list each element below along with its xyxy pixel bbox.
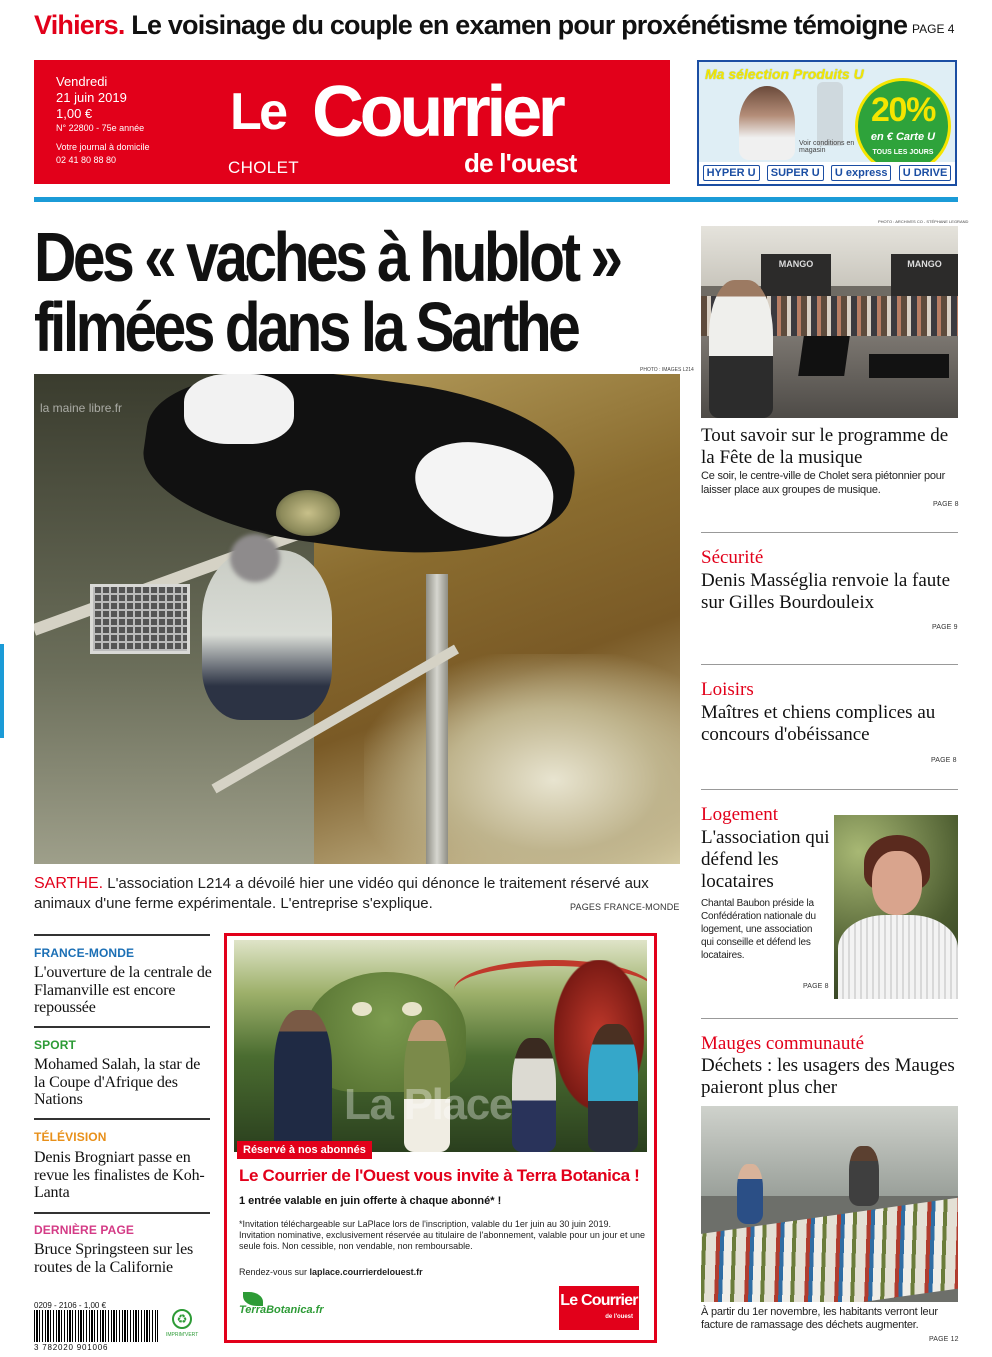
fete-photo-shop: MANGO — [761, 254, 831, 302]
main-caption-label: SARTHE. — [34, 875, 104, 892]
derniere-page-title[interactable]: Bruce Springsteen sur les routes de la Californie — [34, 1241, 194, 1276]
logement-body: Chantal Baubon préside la Confédération nationale du logement, une association qui conseille et défend les locataires. — [701, 898, 816, 961]
mauges-photo-worker — [737, 1164, 763, 1224]
promo-badge: Réservé à nos abonnés — [237, 1141, 372, 1159]
promo-logo-sub: de l'ouest — [605, 1314, 633, 1320]
fete-photo-music-stand — [798, 336, 850, 376]
masthead-issue: N° 22800 - 75e année — [56, 123, 145, 133]
mauges-page: PAGE 12 — [929, 1336, 959, 1343]
promo-photo-monster-eye — [352, 1002, 372, 1016]
derniere-page-kicker: DERNIÈRE PAGE — [34, 1223, 135, 1237]
top-page-ref: PAGE 4 — [912, 22, 955, 36]
promo-photo-monster-eye — [402, 1002, 422, 1016]
promo-box[interactable] — [224, 933, 657, 1343]
fete-title[interactable]: Tout savoir sur le programme de la Fête de la musique — [701, 425, 949, 468]
left-accent-bar — [0, 644, 4, 738]
mauges-photo-worker — [849, 1146, 879, 1206]
promo-courrier-logo — [559, 1286, 639, 1330]
right-divider — [701, 1018, 958, 1019]
photo-worker-head-blurred — [230, 534, 280, 582]
promo-rdv-prefix: Rendez-vous sur — [239, 1267, 310, 1277]
imprimvert-icon: ♻ — [172, 1309, 192, 1329]
main-headline-line2: filmées dans la Sarthe — [34, 288, 578, 366]
main-caption-page: PAGES FRANCE-MONDE — [570, 902, 680, 912]
photo-floor-reflection — [364, 654, 680, 864]
photo-cage — [90, 584, 190, 654]
left-divider — [34, 1026, 210, 1028]
top-headline-kicker: Vihiers. — [34, 10, 125, 40]
ad-days: TOUS LES JOURS — [872, 149, 934, 156]
securite-page: PAGE 9 — [932, 624, 958, 631]
masthead-day: Vendredi — [56, 74, 108, 89]
masthead-divider — [34, 197, 958, 202]
ad-product-image — [817, 82, 843, 146]
promo-subtitle: 1 entrée valable en juin offerte à chaque abonné* ! — [239, 1195, 502, 1207]
promo-rdv-link[interactable]: laplace.courrierdelouest.fr — [309, 1267, 423, 1277]
promo-photo — [234, 940, 647, 1152]
promo-photo-watermark: La Place — [344, 1080, 512, 1129]
left-divider — [34, 1212, 210, 1214]
edition-city: CHOLET — [228, 158, 299, 177]
ad-store-express: U express — [831, 165, 892, 181]
right-divider — [701, 664, 958, 665]
france-monde-title[interactable]: L'ouverture de la centrale de Flamanville est encore repoussée — [34, 964, 212, 1016]
ad-discount: 20% — [871, 91, 935, 129]
france-monde-kicker: FRANCE-MONDE — [34, 946, 135, 960]
left-divider — [34, 934, 210, 936]
logement-photo-face — [872, 851, 922, 915]
ad-store-super: SUPER U — [767, 165, 824, 181]
photo-cow-spot — [184, 374, 294, 444]
logement-page: PAGE 8 — [803, 983, 829, 990]
barcode-code: 0209 - 2106 - 1,00 € — [34, 1301, 107, 1310]
ad-conditions: Voir conditions en magasin — [799, 140, 855, 154]
barcode — [34, 1310, 158, 1342]
fete-photo[interactable] — [701, 226, 958, 418]
ad-title: Ma sélection Produits U — [705, 66, 864, 82]
logo-courrier: Courrier — [312, 72, 562, 152]
ad-woman-image — [739, 86, 795, 160]
top-headline[interactable] — [34, 10, 908, 46]
photo-cow-hublot — [276, 490, 340, 536]
main-photo[interactable] — [34, 374, 680, 864]
fete-photo-shop: MANGO — [891, 254, 958, 302]
ad-store-hyper: HYPER U — [703, 165, 760, 181]
promo-rendezvous — [239, 1267, 649, 1277]
fete-body: Ce soir, le centre-ville de Cholet sera piétonnier pour laisser place aux groupes de musique. — [701, 470, 946, 496]
promo-title[interactable]: Le Courrier de l'Ouest vous invite à Terra Botanica ! — [239, 1166, 640, 1185]
mauges-photo[interactable] — [701, 1106, 958, 1302]
barcode-number: 3 782020 901006 — [34, 1343, 109, 1352]
photo-post — [426, 574, 448, 864]
masthead[interactable] — [34, 60, 670, 184]
logement-photo-shirt — [838, 915, 958, 999]
top-headline-text: Le voisinage du couple en examen pour proxénétisme témoigne — [124, 10, 908, 40]
imprimvert-label: IMPRIM'VERT — [166, 1332, 199, 1338]
logement-photo[interactable] — [834, 815, 958, 999]
masthead-home-delivery: Votre journal à domicile — [56, 142, 150, 152]
right-divider — [701, 532, 958, 533]
ad-carte: en € Carte U — [870, 131, 936, 143]
loisirs-title[interactable]: Maîtres et chiens complices au concours d'obéissance — [701, 702, 936, 745]
mauges-caption: À partir du 1er novembre, les habitants verront leur facture de ramassage des déchets augmenter. — [701, 1306, 938, 1331]
masthead-phone: 02 41 80 88 80 — [56, 155, 117, 165]
ad-store-bar — [699, 162, 955, 184]
promo-photo-visitor — [512, 1038, 556, 1152]
television-title[interactable]: Denis Brogniart passe en revue les finalistes de Koh-Lanta — [34, 1149, 205, 1201]
ad-discount-badge — [855, 78, 951, 174]
fete-photo-keyboard — [869, 354, 949, 378]
masthead-price: 1,00 € — [56, 106, 93, 121]
loisirs-kicker: Loisirs — [701, 679, 754, 700]
terra-botanica-logo: TerraBotanica.fr — [239, 1304, 324, 1316]
masthead-date: 21 juin 2019 — [56, 90, 127, 105]
logo-ouest: de l'ouest — [464, 148, 577, 178]
left-divider — [34, 1118, 210, 1120]
logo-le: Le — [230, 83, 286, 141]
promo-logo-main: Le Courrier — [560, 1292, 638, 1309]
main-headline[interactable] — [34, 218, 689, 366]
ad-banner-top[interactable] — [697, 60, 957, 186]
promo-photo-visitor — [588, 1024, 638, 1152]
main-photo-credit: PHOTO : IMAGES L214 — [640, 367, 694, 373]
securite-kicker: Sécurité — [701, 547, 764, 568]
mauges-kicker: Mauges communauté — [701, 1033, 865, 1054]
masthead-info — [56, 74, 150, 167]
logement-title[interactable]: L'association qui défend les locataires — [701, 827, 830, 892]
fete-page: PAGE 8 — [933, 501, 959, 508]
fete-photo-credit: PHOTO : ARCHIVES CO - STÉPHANE LEGRAND — [878, 219, 969, 224]
promo-photo-visitor — [274, 1010, 332, 1152]
photo-watermark: la maine libre.fr — [40, 401, 123, 415]
fete-photo-guitarist — [709, 280, 773, 418]
promo-fine-print: *Invitation téléchargeable sur LaPlace lors de l'inscription, valable du 1er juin au 30 juin 2019. Invitation nominative, exclusivement réservée au titulaire de l'abonnement, valable pour un jour et une seule fois. Non cessible, non vendable, non remboursable. — [239, 1219, 645, 1251]
television-kicker: TÉLÉVISION — [34, 1130, 107, 1144]
ad-store-drive: U DRIVE — [899, 165, 952, 181]
sport-title[interactable]: Mohamed Salah, la star de la Coupe d'Afrique des Nations — [34, 1056, 201, 1108]
main-headline-line1: Des « vaches à hublot » — [34, 218, 620, 296]
securite-title[interactable]: Denis Masséglia renvoie la faute sur Gilles Bourdouleix — [701, 570, 951, 613]
loisirs-page: PAGE 8 — [931, 757, 957, 764]
sport-kicker: SPORT — [34, 1038, 76, 1052]
mauges-title[interactable]: Déchets : les usagers des Mauges paieront plus cher — [701, 1055, 955, 1098]
main-caption-text: L'association L214 a dévoilé hier une vidéo qui dénonce le traitement réservé aux animaux d'une ferme expérimentale. L'entreprise s'explique. — [34, 875, 649, 912]
logement-kicker: Logement — [701, 804, 779, 825]
right-divider — [701, 789, 958, 790]
